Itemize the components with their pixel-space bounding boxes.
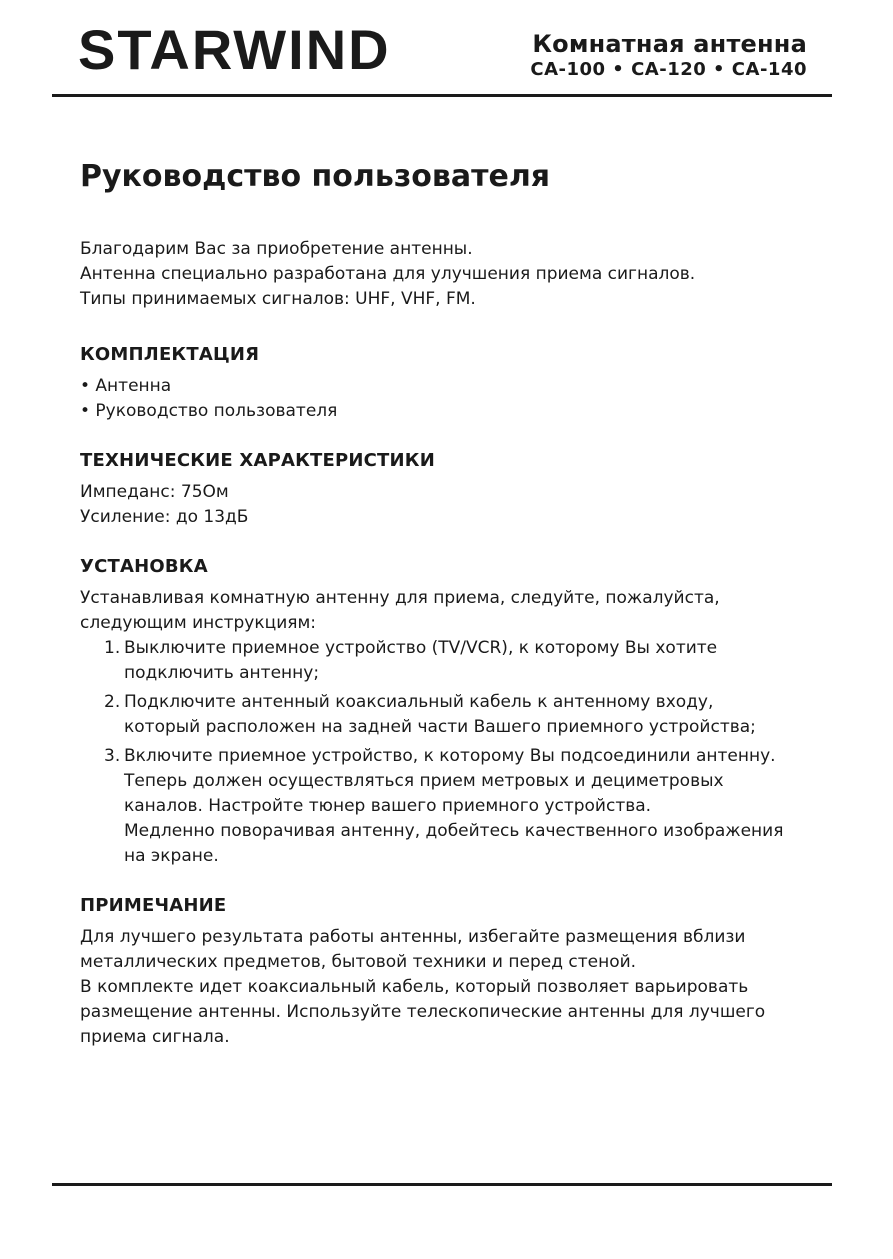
spec-line: Импеданс: 75Ом [80, 482, 229, 502]
step-line: подключить антенну; [124, 663, 320, 683]
product-header [530, 30, 807, 82]
intro-section [80, 237, 820, 312]
header-divider [52, 94, 832, 97]
note-line: В комплекте идет коаксиальный кабель, который позволяет варьировать [80, 977, 749, 997]
installation-step [104, 636, 820, 686]
step-line: который расположен на задней части Вашего приемного устройства; [124, 717, 756, 737]
brand-logo: STARWIND [78, 18, 391, 81]
intro-line: Антенна специально разработана для улучшения приема сигналов. [80, 264, 696, 284]
step-line: на экране. [124, 846, 219, 866]
page-title: Руководство пользователя [80, 159, 551, 194]
package-heading: КОМПЛЕКТАЦИЯ [80, 344, 260, 365]
package-item: • Руководство пользователя [80, 401, 338, 421]
step-line: каналов. Настройте тюнер вашего приемного устройства. [124, 796, 652, 816]
step-line: Включите приемное устройство, к которому Вы подсоединили антенну. [124, 746, 776, 766]
package-item: • Антенна [80, 376, 172, 396]
spec-line: Усиление: до 13дБ [80, 507, 249, 527]
specs-section [80, 448, 820, 530]
note-line: приема сигнала. [80, 1027, 230, 1047]
model-list: CA-100 • CA-120 • CA-140 [530, 59, 807, 80]
installation-heading: УСТАНОВКА [80, 556, 208, 577]
intro-line: Благодарим Вас за приобретение антенны. [80, 239, 473, 259]
installation-intro-line: Устанавливая комнатную антенну для приема, следуйте, пожалуйста, [80, 588, 720, 608]
step-number: 1. [104, 638, 121, 658]
installation-intro-line: следующим инструкциям: [80, 613, 317, 633]
manual-body [80, 157, 820, 1074]
step-line: Выключите приемное устройство (TV/VCR), к которому Вы хотите [124, 638, 718, 658]
installation-section [80, 554, 820, 869]
specs-heading: ТЕХНИЧЕСКИЕ ХАРАКТЕРИСТИКИ [80, 450, 435, 471]
step-line: Теперь должен осуществляться прием метровых и дециметровых [124, 771, 724, 791]
step-number: 3. [104, 746, 121, 766]
installation-step [104, 690, 820, 740]
package-section [80, 342, 820, 424]
product-name: Комнатная антенна [532, 30, 807, 58]
note-line: размещение антенны. Используйте телескопические антенны для лучшего [80, 1002, 766, 1022]
note-section [80, 893, 820, 1050]
note-line: металлических предметов, бытовой техники и перед стеной. [80, 952, 637, 972]
step-line: Подключите антенный коаксиальный кабель к антенному входу, [124, 692, 714, 712]
installation-steps [80, 636, 820, 869]
footer-divider [52, 1183, 832, 1186]
step-number: 2. [104, 692, 121, 712]
step-line: Медленно поворачивая антенну, добейтесь качественного изображения [124, 821, 784, 841]
installation-step [104, 744, 820, 869]
intro-line: Типы принимаемых сигналов: UHF, VHF, FM. [80, 289, 476, 309]
note-line: Для лучшего результата работы антенны, избегайте размещения вблизи [80, 927, 746, 947]
note-heading: ПРИМЕЧАНИЕ [80, 895, 227, 916]
